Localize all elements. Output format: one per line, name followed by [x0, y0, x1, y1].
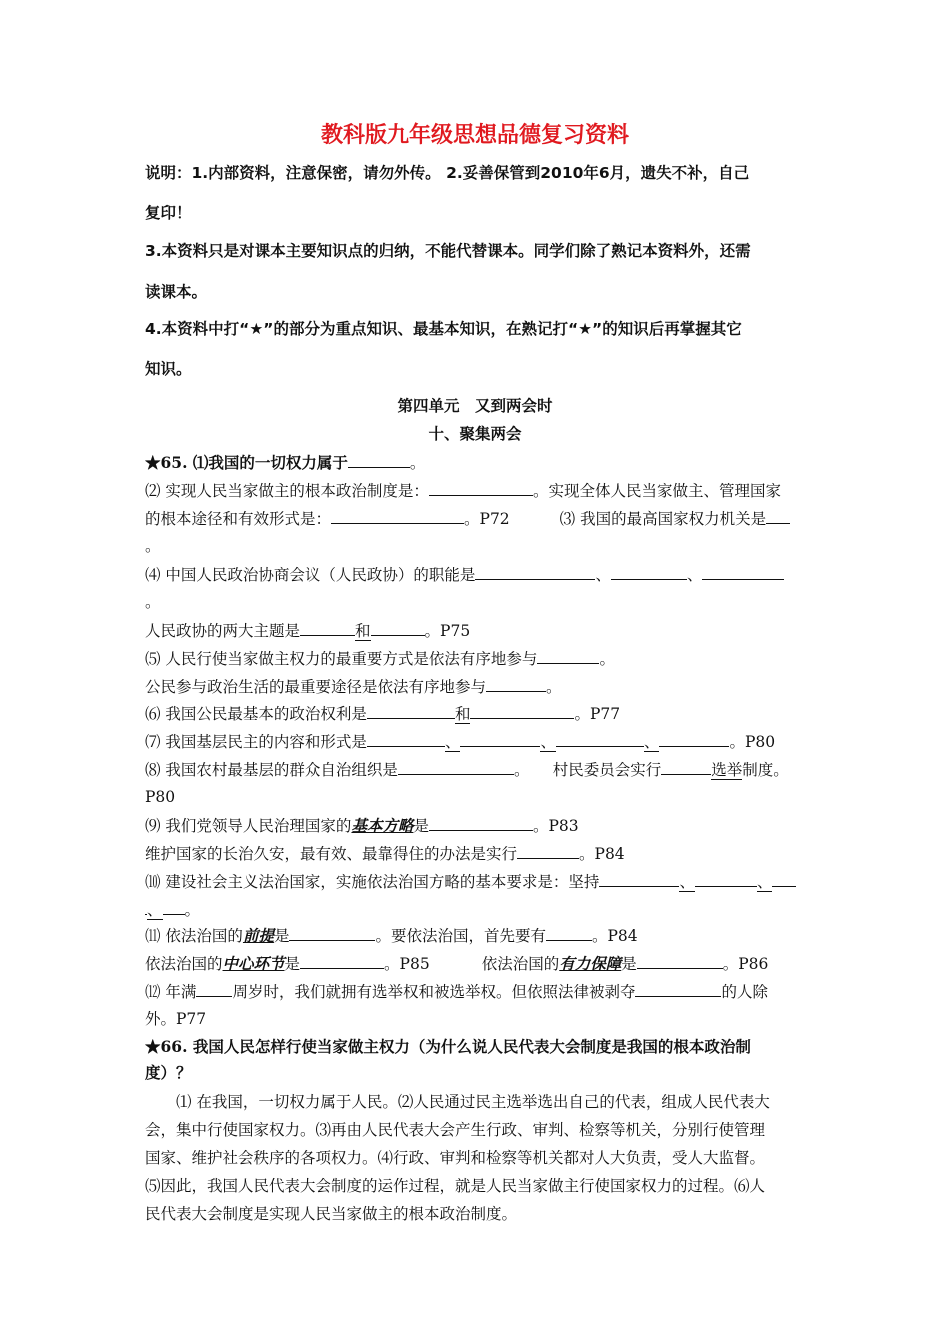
note-line-5: 4.本资料中打“★”的部分为重点知识、最基本知识，在熟记打“★”的知识后再掌握其它 — [145, 320, 742, 338]
blank — [695, 871, 757, 887]
note-line-6: 知识。 — [145, 360, 192, 378]
document-title: 教科版九年级思想品德复习资料 — [320, 123, 629, 148]
q65-line-21: 外。P77 — [145, 1010, 207, 1028]
q65-line-4: 。 — [145, 537, 161, 555]
q66-para-line-1: ⑴ 在我国，一切权力属于人民。⑵人民通过民主选举选出自己的代表，组成人民代表大 — [176, 1093, 770, 1111]
blank — [637, 953, 723, 969]
blank — [661, 759, 711, 775]
q65-line-12: ⑻ 我国农村最基层的群众自治组织是 。 村民委员会实行 选举制度。 — [145, 761, 789, 779]
blank — [289, 925, 375, 941]
note-line-1: 说明：1.内部资料，注意保密，请勿外传。 2.妥善保管到2010年6月，遗失不补，自己 — [145, 164, 750, 182]
blank — [766, 508, 790, 524]
blank — [702, 564, 784, 580]
q66-heading-2: 度）？ — [145, 1063, 192, 1082]
q65-line-14: ⑼ 我们党领导人民治理国家的基本方略是 。P83 — [145, 816, 579, 835]
blank — [546, 925, 592, 941]
blank — [371, 620, 425, 636]
blank — [635, 981, 721, 997]
note-line-4: 读课本。 — [145, 283, 208, 301]
q66-heading-1: ★66. 我国人民怎样行使当家做主权力（为什么说人民代表大会制度是我国的根本政治制 — [145, 1037, 751, 1056]
q66-para-line-5: 民代表大会制度是实现人民当家做主的根本政治制度。 — [145, 1205, 518, 1223]
blank — [163, 899, 185, 915]
q65-line-10: ⑹ 我国公民最基本的政治权利是 和 。P77 — [145, 705, 621, 723]
blank — [429, 480, 533, 496]
q65-line-20: ⑿ 年满 周岁时，我们就拥有选举权和被选举权。但依照法律被剥夺 的人除 — [145, 983, 768, 1001]
q65-line-17: 、 。 — [147, 901, 201, 919]
q65-line-3: 的根本途径和有效形式是： 。P72 ⑶ 我国的最高国家权力机关是 — [145, 508, 790, 529]
blank — [300, 953, 384, 969]
blank — [599, 871, 679, 887]
blank — [196, 981, 232, 997]
blank — [460, 731, 540, 747]
note-line-2: 复印！ — [145, 204, 192, 222]
q65-line-16: ⑽ 建设社会主义法治国家，实施依法治国方略的基本要求是：坚持 、 、 — [145, 871, 796, 892]
blank — [348, 452, 410, 468]
blank — [556, 731, 644, 747]
blank — [470, 703, 574, 719]
lesson-heading: 十、聚集两会 — [428, 424, 522, 443]
blank — [300, 620, 355, 636]
q65-line-15: 维护国家的长治久安，最有效、最靠得住的办法是实行 。P84 — [145, 845, 625, 863]
q65-line-13: P80 — [145, 788, 176, 806]
unit-heading: 第四单元 又到两会时 — [397, 396, 553, 415]
blank — [659, 731, 729, 747]
blank — [367, 731, 445, 747]
q66-para-line-2: 会，集中行使国家权力。⑶再由人民代表大会产生行政、审判、检察等机关，分别行使管理 — [145, 1121, 766, 1139]
q65-line-19: 依法治国的中心环节是 。P85 依法治国的有力保障是 。P86 — [145, 954, 769, 973]
q65-line-18: ⑾ 依法治国的前提是 。要依法治国，首先要有 。P84 — [145, 926, 638, 945]
blank — [331, 508, 464, 524]
note-line-3: 3.本资料只是对课本主要知识点的归纳，不能代替课本。同学们除了熟记本资料外，还需 — [145, 242, 751, 260]
q65-line-11: ⑺ 我国基层民主的内容和形式是 、 、 、 。P80 — [145, 733, 776, 751]
q65-line-2: ⑵ 实现人民当家做主的根本政治制度是： 。实现全体人民当家做主、管理国家 — [145, 482, 781, 500]
blank — [475, 564, 595, 580]
q65-line-6: 。 — [145, 593, 161, 611]
q66-para-line-3: 国家、维护社会秩序的各项权力。⑷行政、审判和检察等机关都对人大负责，受人大监督。 — [145, 1149, 766, 1167]
blank — [611, 564, 687, 580]
blank — [486, 676, 546, 692]
q65-line-1: ★65. ⑴我国的一切权力属于 。 — [145, 453, 426, 472]
blank — [537, 648, 599, 664]
q65-line-8: ⑸ 人民行使当家做主权力的最重要方式是依法有序地参与 。 — [145, 650, 615, 668]
q65-line-7: 人民政协的两大主题是 和 。P75 — [145, 622, 471, 640]
blank — [517, 843, 579, 859]
blank — [367, 703, 455, 719]
blank — [429, 815, 533, 831]
q66-para-line-4: ⑸因此，我国人民代表大会制度的运作过程，就是人民当家做主行使国家权力的过程。⑹人 — [145, 1177, 766, 1195]
q65-line-5: ⑷ 中国人民政治协商会议（人民政协）的职能是 、 、 — [145, 564, 784, 585]
blank — [772, 871, 796, 887]
q65-line-9: 公民参与政治生活的最重要途径是依法有序地参与 。 — [145, 678, 562, 696]
blank — [398, 759, 514, 775]
